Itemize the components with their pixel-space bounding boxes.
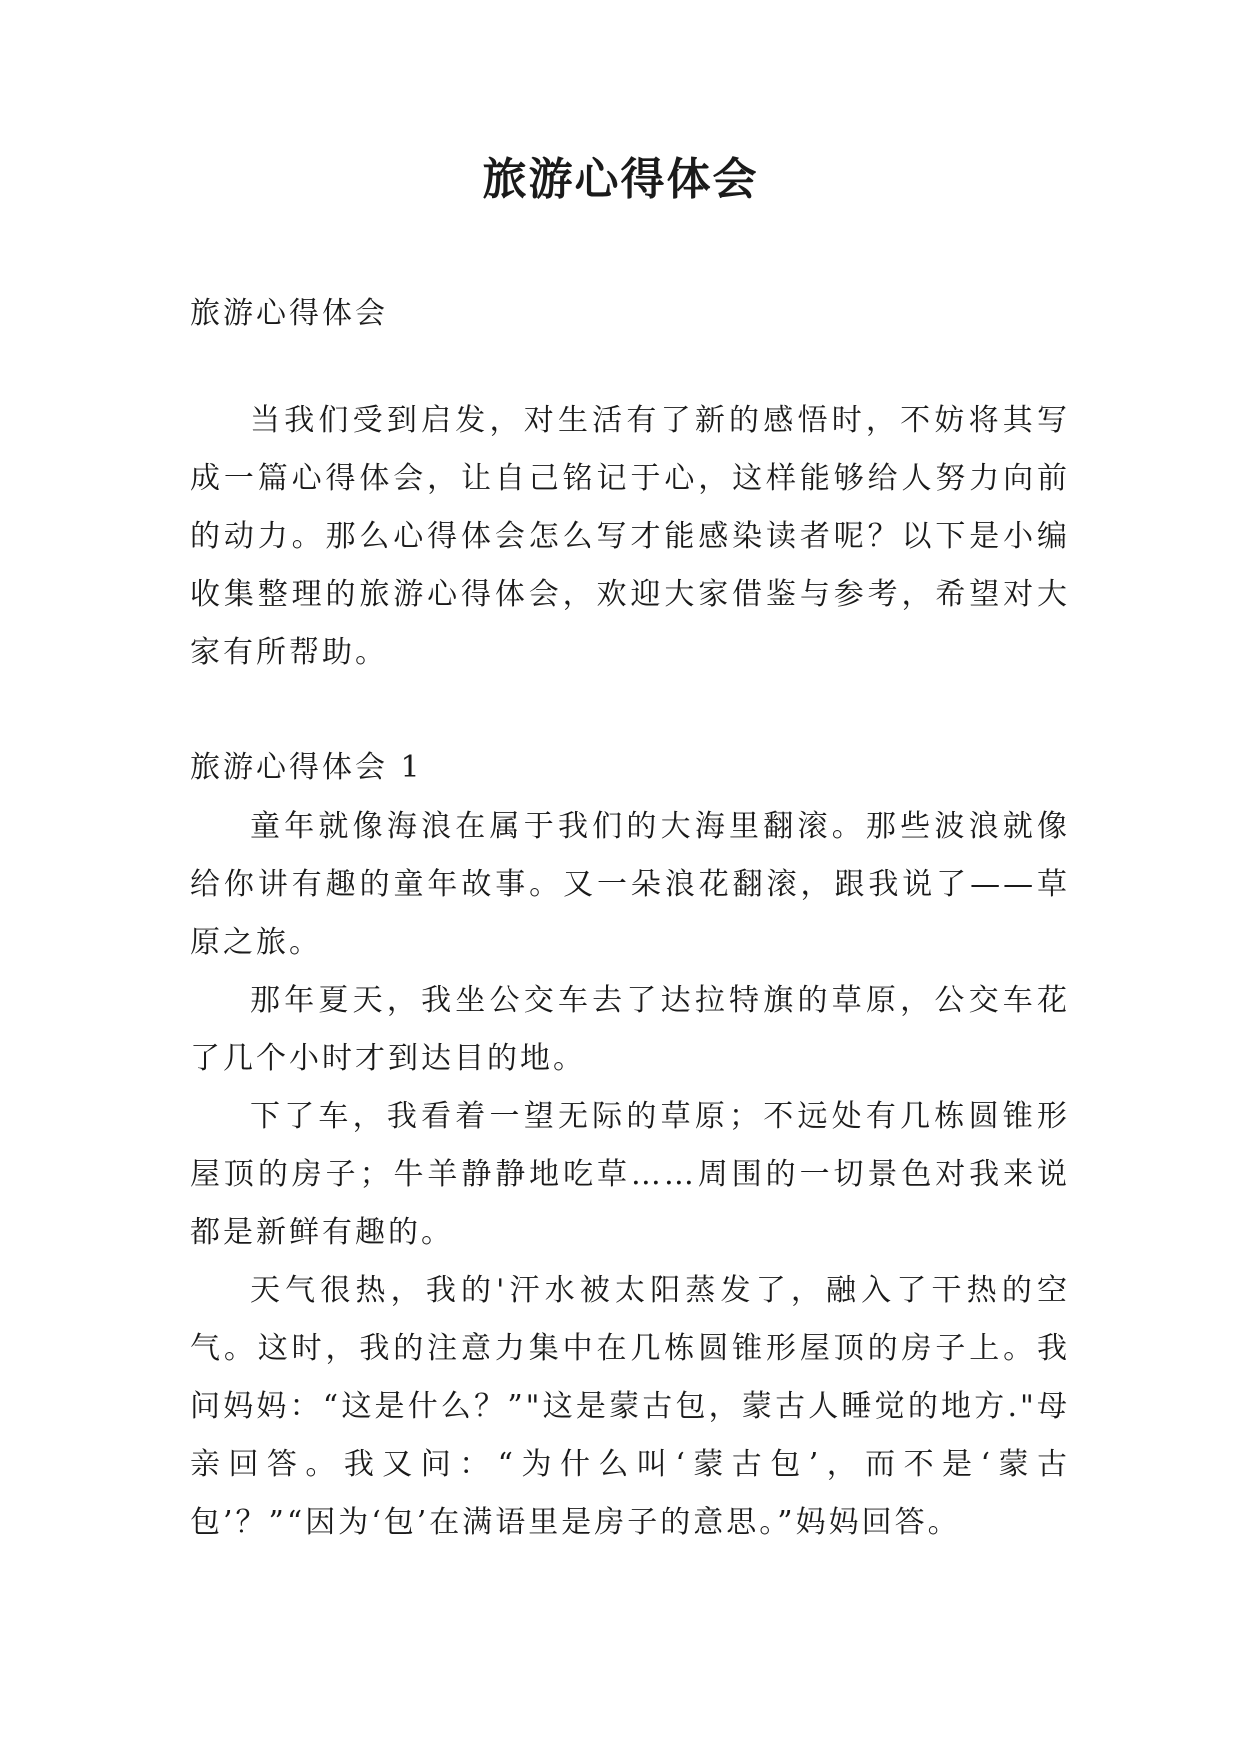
section-heading: 旅游心得体会 1 [190, 750, 423, 785]
document-subtitle: 旅游心得体会 [190, 296, 388, 331]
body-paragraph: 天气很热，我的'汗水被太阳蒸发了，融入了干热的空气。这时，我的注意力集中在几栋圆锥形屋顶的房子上。我问妈妈：“这是什么？”"这是蒙古包，蒙古人睡觉的地方."母亲回答。我又问：“为什么叫‘蒙古包’，而不是‘蒙古包’？”“因为‘包’在满语里是房子的意思。”妈妈回答。 [190, 1273, 1070, 1540]
body-paragraph: 那年夏天，我坐公交车去了达拉特旗的草原，公交车花了几个小时才到达目的地。 [190, 983, 1070, 1076]
document-body [190, 284, 1070, 1552]
intro-paragraph: 当我们受到启发，对生活有了新的感悟时，不妨将其写成一篇心得体会，让自己铭记于心，这样能够给人努力向前的动力。那么心得体会怎么写才能感染读者呢？以下是小编收集整理的旅游心得体会，欢迎大家借鉴与参考，希望对大家有所帮助。 [190, 403, 1070, 670]
body-paragraph: 童年就像海浪在属于我们的大海里翻滚。那些波浪就像给你讲有趣的童年故事。又一朵浪花翻滚，跟我说了——草原之旅。 [190, 809, 1070, 960]
body-paragraph: 下了车，我看着一望无际的草原；不远处有几栋圆锥形屋顶的房子；牛羊静静地吃草……周围的一切景色对我来说都是新鲜有趣的。 [190, 1099, 1070, 1250]
page-title: 旅游心得体会 [482, 154, 759, 205]
